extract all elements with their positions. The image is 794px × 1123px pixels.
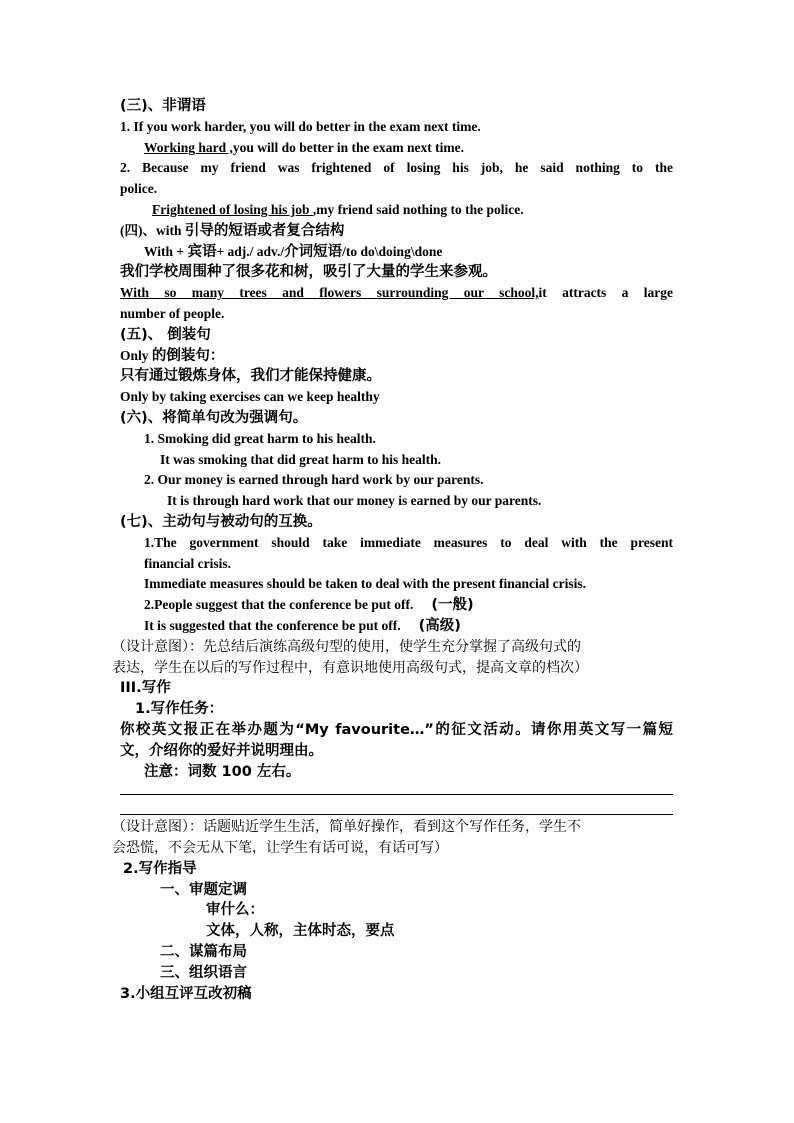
answer-sentence: It is through hard work that our money is earned by our parents. — [167, 493, 542, 509]
section-heading-inversion: (五)、 倒装句 — [120, 326, 211, 343]
design-intent-note-continued: 会恐慌，不会无从下笔，让学生有话可说，有话可写） — [112, 840, 448, 857]
design-intent-note: （设计意图）：先总结后演练高级句型的使用，使学生充分掌握了高级句式的 — [112, 638, 581, 655]
underlined-phrase: With so many trees and flowers surrounding our school, — [120, 285, 539, 301]
document-body — [112, 96, 673, 1004]
translation-sentence: Only by taking exercises can we keep healthy — [120, 389, 380, 405]
example-sentence-continued: police. — [120, 181, 158, 197]
underlined-phrase: Frightened of losing his job — [152, 201, 313, 217]
chinese-sentence: 只有通过锻炼身体，我们才能保持健康。 — [120, 368, 381, 385]
word-count-note: 注意：词数 100 左右。 — [144, 763, 301, 780]
example-sentence-continued: financial crisis. — [144, 555, 231, 571]
level-tag: (高级) — [418, 617, 461, 634]
example-sentence: 1. If you work harder, you will do better in the exam next time. — [120, 118, 481, 134]
chinese-sentence: 我们学校周围种了很多花和树，吸引了大量的学生来参观。 — [120, 264, 497, 281]
section-heading-with-structure: (四)、with 引导的短语或者复合结构 — [120, 222, 345, 239]
answer-sentence: Immediate measures should be taken to deal with the present financial crisis. — [144, 576, 586, 592]
underlined-phrase: Working hard , — [144, 139, 233, 155]
example-sentence: 2. Because my friend was frightened of losing his job, he said nothing to the — [120, 160, 673, 176]
answer-sentence: It is suggested that the conference be put off. (高级) — [144, 617, 461, 634]
section-heading-emphatic: (六)、将简单句改为强调句。 — [120, 409, 308, 426]
writing-task-heading: 1.写作任务： — [135, 701, 224, 718]
example-sentence: 1. Smoking did great harm to his health. — [144, 430, 376, 446]
guidance-step-2: 二、谋篇布局 — [160, 944, 247, 961]
design-intent-note-continued: 表达，学生在以后的写作过程中，有意识地使用高级句式，提高文章的档次） — [112, 659, 588, 676]
guidance-step-1: 一、审题定调 — [160, 881, 247, 898]
section-heading-non-predicate: (三)、非谓语 — [120, 98, 206, 114]
example-sentence: 1.The government should take immediate measures to deal with the present — [144, 534, 673, 550]
example-sentence: 2. Our money is earned through hard work by our parents. — [144, 472, 484, 488]
guidance-points: 文体，人称，主体时态，要点 — [206, 923, 395, 940]
writing-task-text: 你校英文报正在举办题为“My favourite…”的征文活动。请你用英文写一篇短 — [120, 721, 673, 738]
section-heading-writing: III.写作 — [120, 680, 171, 697]
formula-line: With + 宾语+ adj./ adv./介词短语/to do\doing\done — [144, 243, 443, 260]
guidance-step-3: 三、组织语言 — [160, 964, 247, 981]
example-sentence: 2.People suggest that the conference be put off. (一般) — [144, 597, 474, 614]
peer-review-heading: 3.小组互评互改初稿 — [120, 985, 252, 1002]
answer-sentence: Frightened of losing his job ,my friend said nothing to the police. — [152, 201, 524, 217]
answer-sentence: It was smoking that did great harm to his health. — [160, 451, 442, 467]
writing-guidance-heading: 2.写作指导 — [123, 860, 197, 877]
answer-sentence: Working hard ,you will do better in the exam next time. — [144, 139, 465, 155]
design-intent-note: （设计意图）：话题贴近学生生活，简单好操作，看到这个写作任务，学生不 — [112, 819, 581, 836]
section-heading-voice: (七)、主动句与被动句的互换。 — [120, 513, 322, 530]
guidance-question: 审什么： — [206, 902, 264, 919]
translation-sentence-continued: number of people. — [120, 305, 225, 321]
translation-sentence: With so many trees and flowers surrounding our school,it attracts a large — [120, 285, 673, 301]
level-tag: (一般) — [431, 597, 474, 614]
subheading-only-inversion: Only 的倒装句： — [120, 347, 225, 364]
writing-task-text-continued: 文，介绍你的爱好并说明理由。 — [120, 742, 323, 759]
